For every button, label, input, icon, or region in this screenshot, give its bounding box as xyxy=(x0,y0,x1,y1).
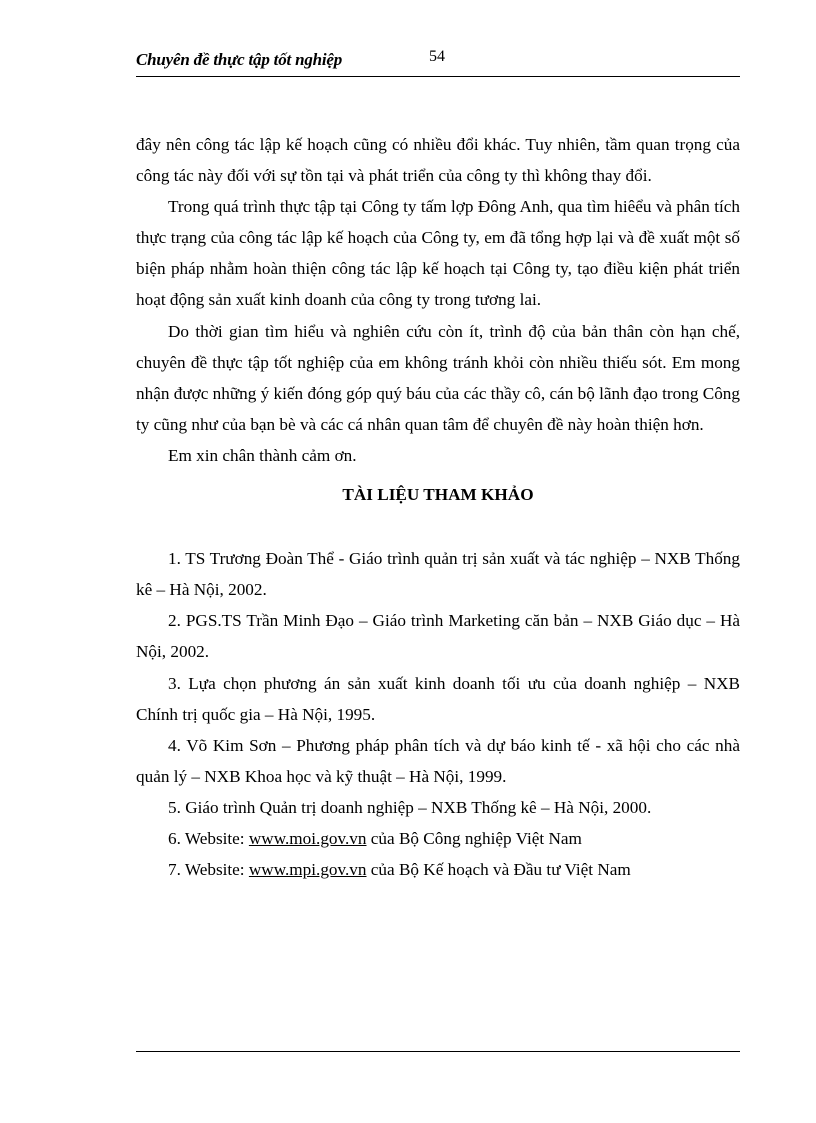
reference-item: 4. Võ Kim Sơn – Phương pháp phân tích và dự báo kinh tế - xã hội cho các nhà quản lý – NXB Khoa học và kỹ thuật – Hà Nội, 1999. xyxy=(136,735,740,786)
header-title: Chuyên đề thực tập tốt nghiệp xyxy=(136,50,343,69)
reference-suffix: của Bộ Công nghiệp Việt Nam xyxy=(366,828,582,848)
mpi-website-link[interactable]: www.mpi.gov.vn xyxy=(248,860,367,880)
reference-suffix: của Bộ Kế hoạch và Đầu tư Việt Nam xyxy=(366,860,631,880)
page-header xyxy=(136,46,740,77)
references-heading: TÀI LIỆU THAM KHẢO xyxy=(342,485,534,505)
reference-item: 1. TS Trương Đoàn Thể - Giáo trình quản trị sản xuất và tác nghiệp – NXB Thống kê – Hà Nội, 2002. xyxy=(136,549,740,600)
paragraph: đây nên công tác lập kế hoạch cũng có nhiều đổi khác. Tuy nhiên, tầm quan trọng của công tác này đối với sự tồn tại và phát triển của công ty thì không thay đổi. xyxy=(136,135,740,186)
paragraph: Trong quá trình thực tập tại Công ty tấm lợp Đông Anh, qua tìm hiêểu và phân tích thực trạng của công tác lập kế hoạch của Công ty, em đã tổng hợp lại và đề xuất một số biện pháp nhằm hoàn thiện công tác lập kế hoạch tại Công ty, tạo điều kiện phát triển hoạt động sản xuất kinh doanh của công ty trong tương lai. xyxy=(136,197,740,310)
paragraph: Do thời gian tìm hiểu và nghiên cứu còn ít, trình độ của bản thân còn hạn chế, chuyên đề thực tập tốt nghiệp của em không tránh khỏi còn nhiều thiếu sót. Em mong nhận được những ý kiến đóng góp quý báu của các thầy cô, cán bộ lãnh đạo trong Công ty cũng như của bạn bè và các cá nhân quan tâm để chuyên đề này hoàn thiện hơn. xyxy=(136,321,740,434)
document-body xyxy=(136,129,740,885)
reference-item: 2. PGS.TS Trần Minh Đạo – Giáo trình Marketing căn bản – NXB Giáo dục – Hà Nội, 2002. xyxy=(136,611,740,662)
document-page xyxy=(136,0,740,1123)
page-number: 54 xyxy=(429,48,445,65)
reference-item-website-mpi xyxy=(136,854,740,885)
footer-rule xyxy=(136,1051,740,1052)
reference-prefix: 7. Website: xyxy=(168,860,249,880)
reference-item: 5. Giáo trình Quản trị doanh nghiệp – NXB Thống kê – Hà Nội, 2000. xyxy=(168,797,652,817)
reference-item-website-moi xyxy=(136,823,740,854)
paragraph: Em xin chân thành cảm ơn. xyxy=(168,445,357,465)
reference-item: 3. Lựa chọn phương án sản xuất kinh doanh tối ưu của doanh nghiệp – NXB Chính trị quốc gia – Hà Nội, 1995. xyxy=(136,673,740,724)
reference-prefix: 6. Website: xyxy=(168,828,249,848)
moi-website-link[interactable]: www.moi.gov.vn xyxy=(248,828,367,848)
